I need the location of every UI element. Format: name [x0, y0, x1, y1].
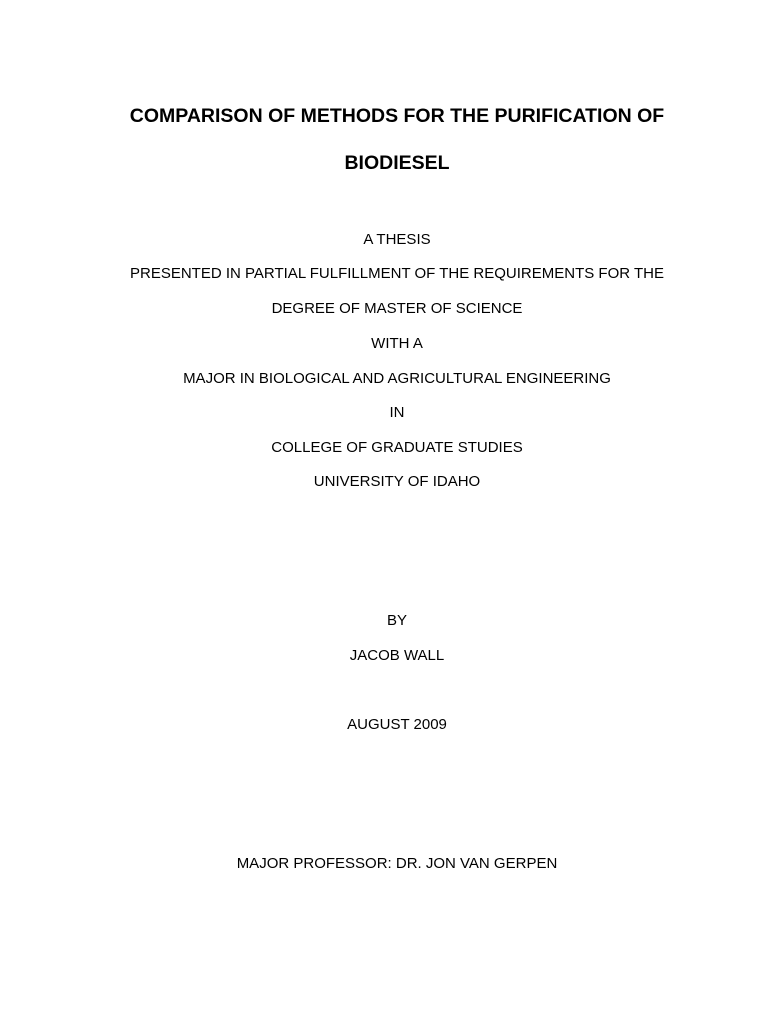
- presented-statement: PRESENTED IN PARTIAL FULFILLMENT OF THE REQUIREMENTS FOR THE: [130, 265, 664, 282]
- thesis-label: A THESIS: [363, 231, 431, 248]
- major-statement: MAJOR IN BIOLOGICAL AND AGRICULTURAL ENGINEERING: [183, 370, 611, 387]
- by-label: BY: [386, 612, 407, 629]
- with-a-statement: WITH A: [371, 335, 423, 352]
- college-name: COLLEGE OF GRADUATE STUDIES: [271, 439, 523, 456]
- title-line-2: BIODIESEL: [344, 152, 450, 174]
- university-name: UNIVERSITY OF IDAHO: [313, 473, 481, 490]
- title-line-1: COMPARISON OF METHODS FOR THE PURIFICATION OF: [129, 105, 665, 127]
- author-name: JACOB WALL: [349, 647, 445, 664]
- submission-date: AUGUST 2009: [347, 716, 447, 733]
- in-statement: IN: [389, 404, 405, 421]
- major-professor: MAJOR PROFESSOR: DR. JON VAN GERPEN: [236, 855, 558, 872]
- degree-statement: DEGREE OF MASTER OF SCIENCE: [271, 300, 523, 317]
